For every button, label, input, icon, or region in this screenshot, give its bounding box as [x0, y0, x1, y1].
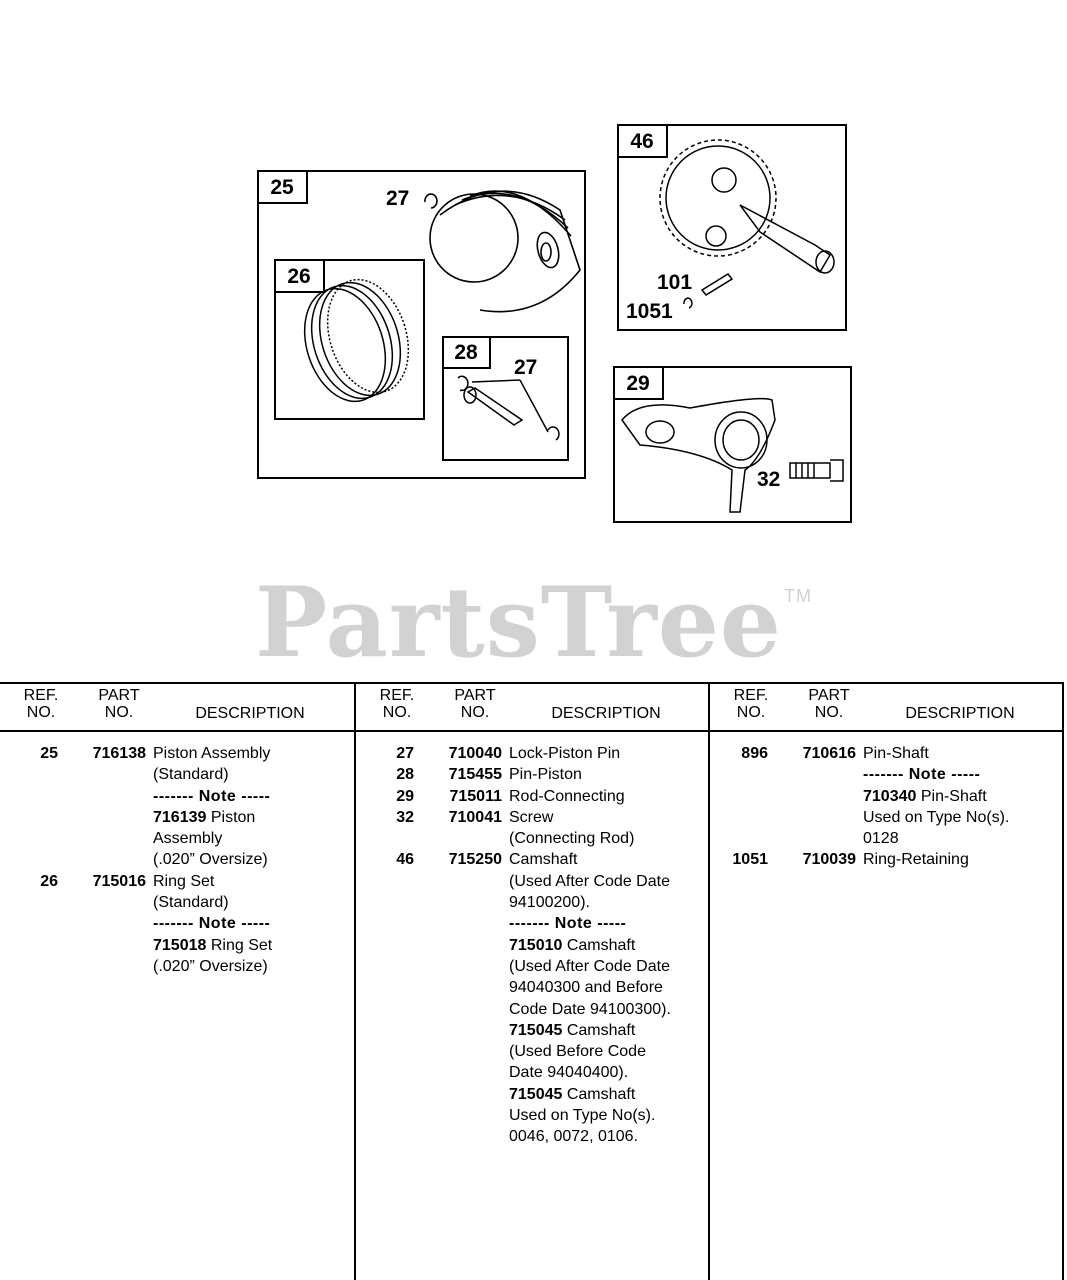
table-row	[0, 743, 354, 764]
diagram-box-28	[443, 337, 568, 460]
table-row	[0, 956, 354, 977]
ref-no	[0, 849, 58, 870]
ref-no: 27	[396, 745, 414, 762]
parts-column-3	[708, 684, 1062, 1280]
description	[146, 807, 349, 828]
description-text: Piston Assembly	[153, 745, 271, 762]
table-row	[356, 764, 708, 785]
table-row	[356, 1041, 708, 1062]
ref-no	[710, 828, 768, 849]
connecting-rod-icon	[622, 399, 775, 512]
table-row	[0, 913, 354, 934]
description-text: Code Date 94100300).	[509, 1000, 671, 1018]
diagram-box-26	[275, 260, 424, 419]
description-text: 94040300 and Before	[509, 979, 663, 997]
description	[146, 871, 349, 892]
alt-part-no: 716139	[153, 808, 207, 826]
description-text: 94100200).	[509, 894, 590, 912]
table-row	[356, 892, 708, 913]
ref-no	[0, 786, 58, 807]
exploded-parts-diagram	[0, 0, 1067, 560]
description-text: (Standard)	[153, 894, 229, 912]
ref-no	[0, 913, 58, 934]
description	[502, 977, 705, 998]
part-no	[58, 786, 146, 807]
callout-1051: 1051	[626, 300, 673, 323]
box-label-29: 29	[626, 372, 650, 395]
description	[502, 1084, 705, 1105]
part-no: 710039	[802, 851, 856, 869]
part-no	[414, 871, 502, 892]
part-no	[414, 1105, 502, 1126]
ref-no	[356, 1041, 414, 1062]
description-text: Camshaft	[562, 1085, 636, 1103]
ref-no: 32	[396, 808, 414, 826]
description-text: (Used After Code Date	[509, 872, 670, 890]
description-text: Ring-Retaining	[863, 851, 969, 869]
part-no	[414, 913, 502, 934]
description	[502, 1041, 705, 1062]
table-row	[356, 807, 708, 828]
table-row	[0, 828, 354, 849]
table-row	[356, 956, 708, 977]
table-row	[356, 1105, 708, 1126]
part-no	[414, 977, 502, 998]
table-row	[0, 871, 354, 892]
description-text: Date 94040400).	[509, 1064, 629, 1082]
parts-list-table	[0, 682, 1064, 1280]
part-no	[414, 935, 502, 956]
retaining-ring-icon	[425, 194, 437, 208]
description	[502, 849, 705, 870]
parts-column-1	[0, 684, 354, 1280]
description	[502, 913, 705, 934]
table-row	[710, 764, 1062, 785]
part-no	[768, 764, 856, 785]
retaining-ring-small-icon	[684, 298, 692, 308]
note-label: ------- Note -----	[153, 915, 271, 933]
ref-no: 896	[741, 745, 768, 762]
description-header: DESCRIPTION	[195, 705, 305, 722]
description-header: DESCRIPTION	[905, 705, 1015, 722]
rod-screw-icon	[790, 460, 843, 481]
diagram-box-46	[618, 125, 846, 330]
description	[502, 807, 705, 828]
description-text: Piston	[206, 808, 256, 826]
parts-column-2	[354, 684, 708, 1280]
part-no: 715455	[448, 766, 502, 784]
part-no	[768, 828, 856, 849]
ref-no	[710, 764, 768, 785]
description-text: Pin-Shaft	[916, 787, 987, 805]
description	[146, 913, 349, 934]
description	[502, 999, 705, 1020]
ref-no: 29	[396, 787, 414, 805]
description	[856, 828, 1059, 849]
part-no: 715016	[92, 872, 146, 890]
ref-no	[356, 892, 414, 913]
description-text: Camshaft	[509, 851, 578, 869]
part-no	[768, 807, 856, 828]
callout-101: 101	[657, 271, 693, 294]
part-no	[58, 764, 146, 785]
description	[502, 892, 705, 913]
part-no: 716138	[92, 745, 146, 762]
description	[856, 849, 1059, 870]
part-no	[414, 956, 502, 977]
ref-no	[0, 807, 58, 828]
ref-no	[0, 764, 58, 785]
ref-no	[356, 1084, 414, 1105]
description	[502, 743, 705, 764]
box-label-46: 46	[630, 130, 654, 153]
column-header	[356, 684, 708, 732]
callout-27-box28: 27	[514, 356, 538, 379]
ref-no	[356, 1020, 414, 1041]
description	[502, 1020, 705, 1041]
part-no	[768, 786, 856, 807]
note-label: ------- Note -----	[153, 787, 271, 805]
description-text: Ring Set	[153, 872, 215, 890]
ref-no	[710, 786, 768, 807]
description	[502, 956, 705, 977]
table-row	[356, 849, 708, 870]
description-text: Camshaft	[562, 936, 636, 954]
description-text: Used on Type No(s).	[509, 1107, 656, 1125]
table-row	[356, 743, 708, 764]
description-header: DESCRIPTION	[551, 705, 661, 722]
ref-no-header: REF. NO.	[379, 687, 415, 721]
table-row	[356, 935, 708, 956]
shaft-pin-icon	[702, 274, 732, 295]
note-label: ------- Note -----	[509, 915, 627, 933]
table-row	[710, 807, 1062, 828]
description	[146, 743, 349, 764]
description	[146, 892, 349, 913]
table-row	[0, 786, 354, 807]
part-no	[58, 892, 146, 913]
description	[502, 764, 705, 785]
ref-no	[0, 935, 58, 956]
table-row	[356, 913, 708, 934]
table-row	[356, 786, 708, 807]
column-header	[0, 684, 354, 732]
alt-part-no: 715018	[153, 936, 207, 954]
table-row	[710, 786, 1062, 807]
part-no	[414, 1084, 502, 1105]
description	[502, 1126, 705, 1147]
ref-no	[0, 828, 58, 849]
part-no: 715011	[449, 787, 502, 805]
alt-part-no: 715010	[509, 936, 563, 954]
alt-part-no: 715045	[509, 1085, 563, 1103]
part-no-header: PART NO.	[808, 687, 850, 721]
part-no	[414, 1126, 502, 1147]
note-label: ------- Note -----	[863, 766, 981, 784]
part-no	[58, 828, 146, 849]
ref-no	[356, 977, 414, 998]
description	[146, 828, 349, 849]
description-text: Pin-Shaft	[863, 745, 929, 762]
callout-27-top: 27	[386, 187, 410, 210]
description	[502, 935, 705, 956]
ref-no	[356, 913, 414, 934]
piston-icon	[418, 182, 580, 312]
ref-no-header: REF. NO.	[733, 687, 769, 721]
box-label-28: 28	[454, 341, 478, 364]
table-row	[356, 871, 708, 892]
part-no	[414, 1041, 502, 1062]
table-row	[710, 743, 1062, 764]
table-row	[710, 849, 1062, 870]
description-text: (Connecting Rod)	[509, 830, 635, 848]
table-row	[0, 935, 354, 956]
description-text: Assembly	[153, 830, 223, 848]
description-text: Rod-Connecting	[509, 787, 625, 805]
ref-no: 26	[40, 872, 58, 890]
ref-no	[356, 935, 414, 956]
description-text: (Standard)	[153, 766, 229, 784]
diagram-box-29	[614, 367, 851, 522]
part-no	[414, 828, 502, 849]
table-row	[356, 999, 708, 1020]
ref-no: 46	[396, 851, 414, 869]
description	[146, 786, 349, 807]
description-text: (.020” Oversize)	[153, 851, 268, 869]
description	[856, 807, 1059, 828]
column-header	[710, 684, 1062, 732]
ref-no	[356, 828, 414, 849]
description	[502, 1062, 705, 1083]
ref-no	[356, 871, 414, 892]
ref-no	[0, 956, 58, 977]
description-text: Ring Set	[206, 936, 273, 954]
ref-no-header: REF. NO.	[23, 687, 59, 721]
ref-no: 1051	[732, 851, 768, 869]
ref-no	[0, 892, 58, 913]
description-text: (.020” Oversize)	[153, 957, 268, 975]
part-no	[414, 1062, 502, 1083]
table-row	[710, 828, 1062, 849]
table-row	[356, 828, 708, 849]
description-text: Used on Type No(s).	[863, 808, 1010, 826]
alt-part-no: 715045	[509, 1021, 563, 1039]
box-label-26: 26	[287, 265, 311, 288]
part-no: 710616	[802, 745, 856, 762]
ref-no	[356, 1126, 414, 1147]
description-text: (Used Before Code	[509, 1043, 646, 1061]
table-row	[356, 1084, 708, 1105]
table-row	[0, 807, 354, 828]
description-text: (Used After Code Date	[509, 957, 670, 975]
table-row	[356, 1126, 708, 1147]
description-text: 0128	[863, 830, 899, 848]
ref-no	[356, 1105, 414, 1126]
alt-part-no: 710340	[863, 787, 917, 805]
ref-no	[356, 999, 414, 1020]
part-no-header: PART NO.	[454, 687, 496, 721]
part-no	[58, 935, 146, 956]
part-no-header: PART NO.	[98, 687, 140, 721]
description	[146, 956, 349, 977]
description-text: 0046, 0072, 0106.	[509, 1128, 639, 1146]
description	[856, 743, 1059, 764]
table-row	[0, 764, 354, 785]
table-row	[0, 849, 354, 870]
description-text: Lock-Piston Pin	[509, 745, 621, 762]
part-no	[58, 849, 146, 870]
part-no	[414, 892, 502, 913]
description-text: Pin-Piston	[509, 766, 582, 784]
description	[502, 828, 705, 849]
part-no	[58, 913, 146, 934]
ref-no: 28	[396, 766, 414, 784]
camshaft-icon	[660, 140, 834, 273]
part-no	[58, 956, 146, 977]
callout-32: 32	[757, 468, 781, 491]
ref-no	[356, 1062, 414, 1083]
table-row	[356, 1062, 708, 1083]
description-text: Screw	[509, 808, 554, 826]
table-row	[0, 892, 354, 913]
part-no: 715250	[448, 851, 502, 869]
description	[856, 764, 1059, 785]
description	[502, 786, 705, 807]
description	[146, 849, 349, 870]
description	[146, 764, 349, 785]
ref-no: 25	[40, 745, 58, 762]
table-row	[356, 1020, 708, 1041]
part-no	[414, 1020, 502, 1041]
part-no: 710041	[448, 808, 502, 826]
description-text: Camshaft	[562, 1021, 636, 1039]
part-no	[414, 999, 502, 1020]
ref-no	[710, 807, 768, 828]
partstree-watermark: PartsTree ™	[255, 566, 812, 679]
description	[502, 1105, 705, 1126]
table-row	[356, 977, 708, 998]
box-label-25: 25	[270, 176, 294, 199]
description	[856, 786, 1059, 807]
ref-no	[356, 956, 414, 977]
description	[146, 935, 349, 956]
part-no: 710040	[448, 745, 502, 762]
description	[502, 871, 705, 892]
part-no	[58, 807, 146, 828]
